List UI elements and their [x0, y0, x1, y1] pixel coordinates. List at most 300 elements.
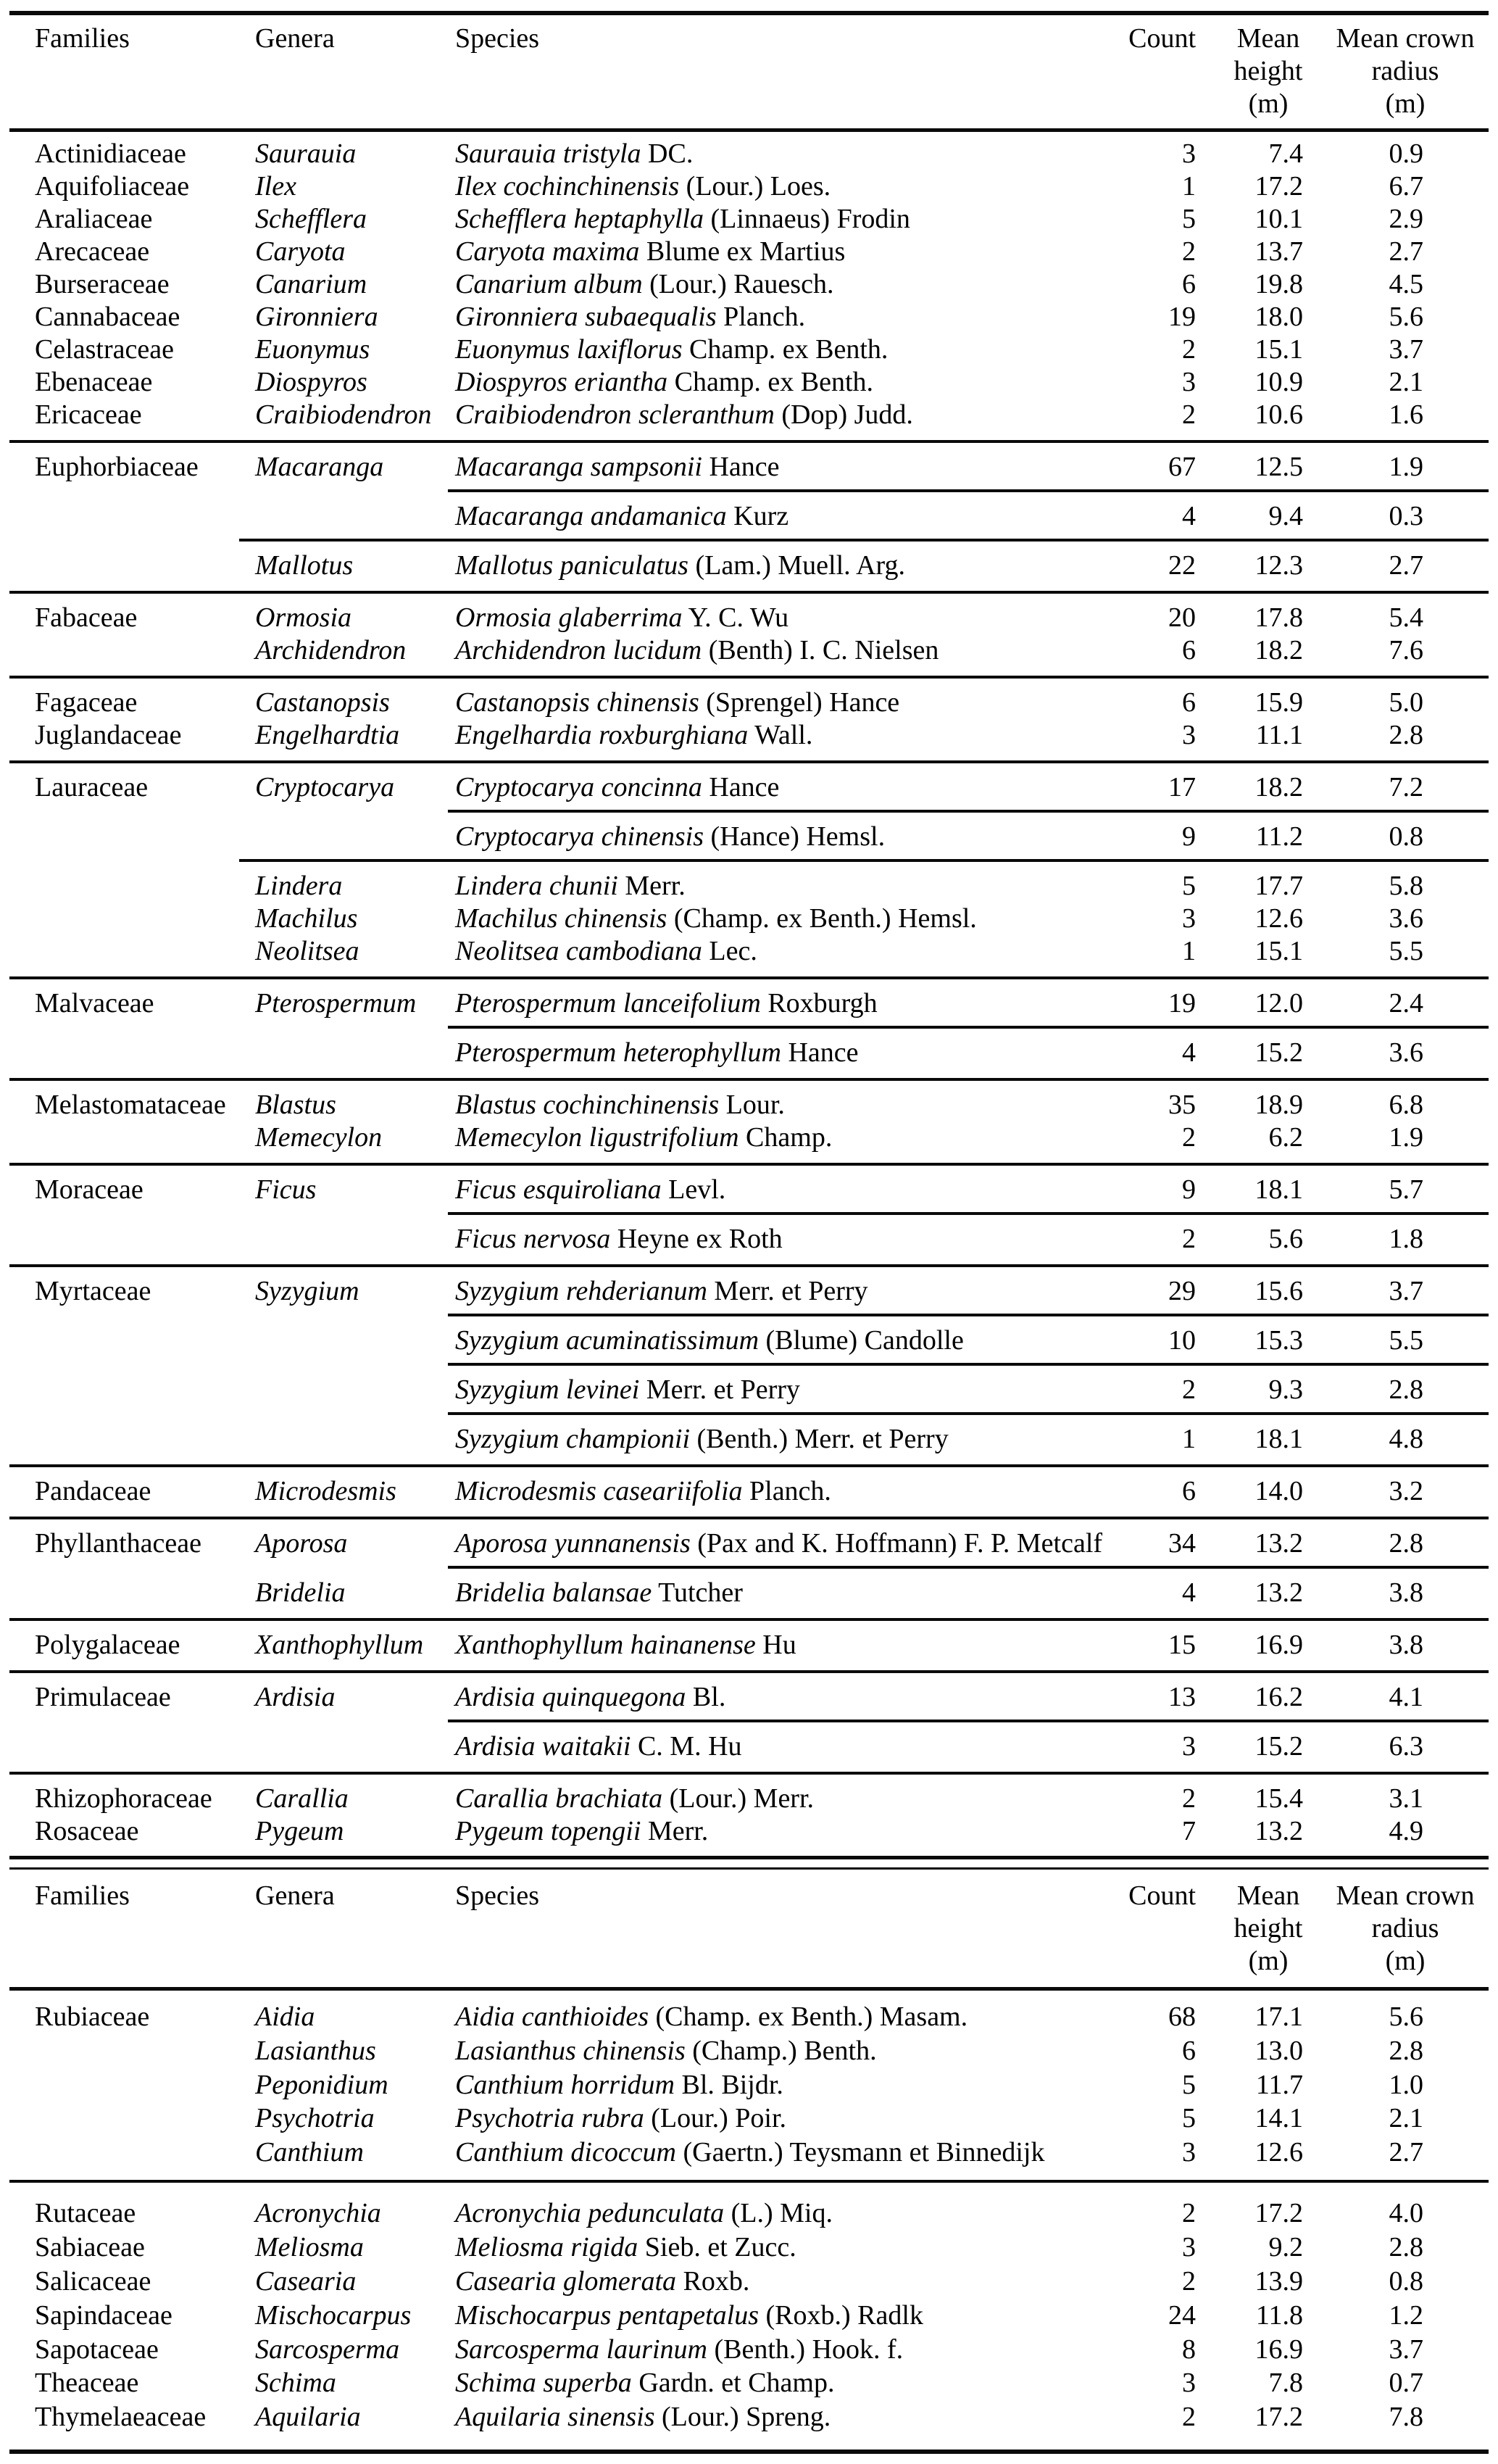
table-row: [9, 1681, 1489, 1714]
genus-cell: Diospyros: [255, 367, 367, 397]
header-mean-height-line2: height: [1233, 56, 1303, 86]
species-cell: [448, 170, 1102, 203]
genus-cell: Aquilaria: [255, 2402, 361, 2433]
family-cell: [9, 870, 239, 903]
mean-crown-cell: 1.8: [1389, 1224, 1423, 1254]
species-name: Canthium dicoccum: [455, 2137, 677, 2168]
table-row: [9, 236, 1489, 268]
table-row: [9, 2136, 1489, 2170]
species-authority: (Lam.) Muell. Arg.: [695, 550, 905, 581]
header-species: Species: [455, 1880, 540, 1911]
count-cell: 2: [1182, 2266, 1196, 2297]
family-cell: Ebenaceae: [35, 367, 153, 397]
species-authority: (Lour.) Poir.: [651, 2103, 787, 2134]
species-cell: [448, 1121, 1102, 1154]
table-row: [9, 686, 1489, 719]
count-cell: 2: [1182, 1783, 1196, 1814]
table-row: [9, 500, 1489, 533]
mean-crown-cell: 3.7: [1389, 1276, 1423, 1306]
count-cell: 6: [1182, 2035, 1196, 2066]
count-cell: 19: [1168, 988, 1196, 1019]
mean-height-cell: 16.2: [1254, 1682, 1303, 1712]
species-name: Schima superba: [455, 2368, 632, 2399]
species-name: Ficus esquiroliana: [455, 1174, 662, 1205]
species-cell: [448, 987, 1102, 1020]
table-1: [9, 22, 1489, 1848]
mean-crown-cell: 4.8: [1389, 1424, 1423, 1454]
table-row: [9, 2231, 1489, 2265]
genus-cell: Aidia: [255, 2002, 315, 2032]
species-cell: [448, 686, 1102, 719]
species-name: Acronychia pedunculata: [455, 2198, 725, 2229]
species-authority: Merr.: [625, 871, 686, 901]
mean-crown-cell: 4.5: [1389, 269, 1423, 299]
species-authority: Lec.: [709, 936, 757, 966]
group-separator-rule: [9, 676, 1489, 679]
genus-cell: [239, 1324, 448, 1357]
species-partial-rule: [448, 1720, 1489, 1722]
family-cell: Rosaceae: [35, 1816, 139, 1846]
species-cell: [448, 301, 1102, 333]
mean-height-cell: 12.0: [1254, 988, 1303, 1019]
mean-height-cell: 17.2: [1254, 171, 1303, 202]
count-cell: 35: [1168, 1090, 1196, 1120]
mean-height-cell: 13.0: [1254, 2035, 1303, 2066]
mean-height-cell: 15.2: [1254, 1731, 1303, 1762]
header-separator-rule: [9, 1987, 1489, 1991]
species-cell: [448, 2265, 1102, 2299]
family-cell: [9, 1374, 239, 1406]
mean-crown-cell: 2.9: [1389, 204, 1423, 234]
mean-crown-cell: 2.7: [1389, 236, 1423, 267]
species-authority: (Roxb.) Radlk: [765, 2299, 923, 2331]
species-authority: (Lour.) Rauesch.: [649, 269, 834, 299]
count-cell: 4: [1182, 501, 1196, 531]
family-cell: Myrtaceae: [35, 1276, 151, 1306]
table-row: [9, 1089, 1489, 1121]
species-authority: (Champ. ex Benth.) Hemsl.: [673, 903, 977, 934]
mean-crown-cell: 6.8: [1389, 1090, 1423, 1120]
table-2-header: [9, 1880, 1489, 1978]
mean-crown-cell: 3.7: [1389, 334, 1423, 365]
mean-height-cell: 17.1: [1254, 2002, 1303, 2032]
species-cell: [448, 2231, 1102, 2265]
species-partial-rule: [448, 489, 1489, 492]
header-separator-rule: [9, 128, 1489, 132]
genus-cell: Castanopsis: [255, 687, 390, 718]
genus-cell: Ormosia: [255, 602, 352, 633]
count-cell: 2: [1182, 1122, 1196, 1153]
mean-height-cell: 12.3: [1254, 550, 1303, 581]
species-partial-rule: [448, 1363, 1489, 1366]
species-name: Microdesmis caseariifolia: [455, 1476, 743, 1506]
family-cell: Melastomataceae: [35, 1090, 226, 1120]
family-cell: Rubiaceae: [35, 2002, 150, 2032]
genus-cell: [239, 1037, 448, 1069]
table-row: [9, 366, 1489, 399]
genus-cell: Ficus: [255, 1174, 317, 1205]
species-cell: [448, 1783, 1102, 1815]
species-cell: [448, 1374, 1102, 1406]
count-cell: 5: [1182, 871, 1196, 901]
species-name: Euonymus laxiflorus: [455, 334, 683, 365]
header-mean-crown: [1303, 22, 1489, 120]
header-mean-height: [1196, 22, 1303, 120]
mean-height-cell: 5.6: [1268, 1224, 1303, 1254]
mean-height-cell: 7.8: [1268, 2368, 1303, 2399]
header-mean-crown-unit: (m): [1385, 88, 1426, 119]
mean-height-cell: 9.4: [1268, 501, 1303, 531]
genus-cell: Bridelia: [255, 1577, 346, 1608]
mean-height-cell: 17.7: [1254, 871, 1303, 901]
genus-cell: Mallotus: [255, 550, 354, 581]
family-cell: Celastraceae: [35, 334, 174, 365]
header-mean-height: [1196, 1880, 1303, 1978]
species-name: Canthium horridum: [455, 2069, 675, 2100]
group-separator-rule: [9, 2180, 1489, 2183]
mean-crown-cell: 3.7: [1389, 2334, 1423, 2365]
species-authority: C. M. Hu: [637, 1731, 742, 1762]
species-cell: [448, 2197, 1102, 2231]
family-cell: Cannabaceae: [35, 302, 180, 332]
mean-height-cell: 11.1: [1255, 720, 1303, 750]
mean-crown-cell: 5.0: [1389, 687, 1423, 718]
species-name: Craibiodendron scleranthum: [455, 399, 775, 430]
genus-cell: Aporosa: [255, 1528, 348, 1559]
species-name: Mallotus paniculatus: [455, 550, 688, 581]
species-cell: [448, 2068, 1102, 2102]
genus-cell: Lindera: [255, 871, 343, 901]
mean-crown-cell: 2.7: [1389, 2137, 1423, 2168]
mean-height-cell: 13.2: [1254, 1816, 1303, 1846]
genus-cell: Meliosma: [255, 2232, 364, 2263]
family-cell: Primulaceae: [35, 1682, 171, 1712]
family-cell: Polygalaceae: [35, 1630, 180, 1660]
family-cell: Malvaceae: [35, 988, 154, 1019]
genus-cell: Acronychia: [255, 2198, 381, 2229]
table-row: [9, 1629, 1489, 1662]
family-cell: Pandaceae: [35, 1476, 151, 1506]
family-cell: [9, 500, 239, 533]
count-cell: 1: [1182, 171, 1196, 202]
species-name: Macaranga andamanica: [455, 501, 727, 531]
genus-cell: Gironniera: [255, 302, 378, 332]
table-row: [9, 1423, 1489, 1456]
species-authority: Y. C. Wu: [688, 602, 789, 633]
species-authority: (Benth.) Hook. f.: [714, 2334, 904, 2365]
count-cell: 9: [1182, 821, 1196, 852]
species-cell: [448, 1629, 1102, 1662]
species-name: Cryptocarya concinna: [455, 772, 702, 802]
table-row: [9, 1783, 1489, 1815]
genus-cell: Sarcosperma: [255, 2334, 400, 2365]
species-name: Ficus nervosa: [455, 1224, 611, 1254]
header-mean-height-line2: height: [1233, 1913, 1303, 1944]
species-cell: [448, 719, 1102, 752]
group-separator-rule: [9, 1517, 1489, 1520]
header-families: Families: [35, 1880, 130, 1911]
family-cell: Lauraceae: [35, 772, 149, 802]
species-authority: Lour.: [725, 1090, 785, 1120]
species-name: Syzygium levinei: [455, 1374, 640, 1405]
mean-height-cell: 10.6: [1254, 399, 1303, 430]
species-cell: [448, 1324, 1102, 1357]
species-authority: Bl.: [692, 1682, 726, 1712]
species-cell: [448, 1681, 1102, 1714]
species-authority: Sieb. et Zucc.: [644, 2232, 796, 2263]
species-partial-rule: [448, 810, 1489, 813]
species-cell: [448, 2136, 1102, 2170]
species-authority: Merr. et Perry: [646, 1374, 800, 1405]
species-cell: [448, 1089, 1102, 1121]
mean-crown-cell: 2.8: [1389, 1528, 1423, 1559]
genus-cell: Carallia: [255, 1783, 349, 1814]
species-authority: (Champ. ex Benth.) Masam.: [655, 2002, 968, 2032]
table-row: [9, 771, 1489, 804]
genus-cell: Engelhardtia: [255, 720, 400, 750]
species-authority: (Linnaeus) Frodin: [710, 204, 910, 234]
species-cell: [448, 1423, 1102, 1456]
species-cell: [448, 399, 1102, 431]
count-cell: 3: [1182, 138, 1196, 169]
table-row: [9, 719, 1489, 752]
genus-cell: Memecylon: [255, 1122, 383, 1153]
count-cell: 2: [1182, 334, 1196, 365]
header-families: Families: [35, 23, 130, 54]
mean-height-cell: 14.0: [1254, 1476, 1303, 1506]
genus-cell: Cryptocarya: [255, 772, 395, 802]
species-authority: Hance: [709, 772, 780, 802]
species-cell: [448, 602, 1102, 634]
mean-crown-cell: 1.6: [1389, 399, 1423, 430]
table-top-rule: [9, 11, 1489, 15]
species-name: Machilus chinensis: [455, 903, 667, 934]
species-authority: (Lour.) Merr.: [669, 1783, 815, 1814]
species-name: Gironniera subaequalis: [455, 302, 717, 332]
count-cell: 2: [1182, 399, 1196, 430]
mean-crown-cell: 0.8: [1389, 2266, 1423, 2297]
count-cell: 34: [1168, 1528, 1196, 1559]
table-row: [9, 903, 1489, 935]
table-row: [9, 1275, 1489, 1308]
table-row: [9, 2333, 1489, 2367]
mean-height-cell: 10.9: [1254, 367, 1303, 397]
mean-height-cell: 18.9: [1254, 1090, 1303, 1120]
species-authority: Kurz: [733, 501, 789, 531]
mean-height-cell: 18.2: [1254, 772, 1303, 802]
family-cell: Sapotaceae: [35, 2334, 159, 2365]
mean-crown-cell: 3.1: [1389, 1783, 1423, 1814]
species-authority: Roxburgh: [767, 988, 878, 1019]
mean-height-cell: 11.8: [1255, 2299, 1303, 2331]
count-cell: 10: [1168, 1325, 1196, 1356]
species-authority: Champ. ex Benth.: [688, 334, 889, 365]
mean-height-cell: 12.6: [1254, 2137, 1303, 2168]
family-cell: [9, 935, 239, 968]
species-cell: [448, 2400, 1102, 2434]
mean-crown-cell: 5.5: [1389, 936, 1423, 966]
table-row: [9, 870, 1489, 903]
genus-cell: Caryota: [255, 236, 346, 267]
family-cell: [9, 1730, 239, 1763]
genus-cell: [239, 821, 448, 853]
family-cell: Actinidiaceae: [35, 138, 186, 169]
family-cell: [9, 1121, 239, 1154]
family-cell: [9, 2102, 239, 2136]
species-authority: Planch.: [749, 1476, 831, 1506]
species-cell: [448, 2299, 1102, 2333]
species-name: Syzygium rehderianum: [455, 1276, 707, 1306]
table-row: [9, 2265, 1489, 2299]
genus-cell: [239, 1423, 448, 1456]
species-cell: [448, 451, 1102, 484]
table-1-bottom-rule: [9, 1856, 1489, 1859]
mean-height-cell: 11.2: [1255, 821, 1303, 852]
count-cell: 3: [1182, 2232, 1196, 2263]
genus-cell: Syzygium: [255, 1276, 359, 1306]
species-name: Syzygium championii: [455, 1424, 691, 1454]
species-partial-rule: [448, 1314, 1489, 1316]
table-row: [9, 399, 1489, 431]
family-cell: Arecaceae: [35, 236, 150, 267]
species-authority: (Benth.) Merr. et Perry: [696, 1424, 949, 1454]
mean-height-cell: 13.7: [1254, 236, 1303, 267]
family-cell: [9, 2068, 239, 2102]
species-name: Syzygium acuminatissimum: [455, 1325, 760, 1356]
species-cell: [448, 268, 1102, 301]
mean-crown-cell: 1.2: [1389, 2299, 1423, 2331]
species-cell: [448, 2102, 1102, 2136]
mean-height-cell: 13.2: [1254, 1577, 1303, 1608]
species-name: Memecylon ligustrifolium: [455, 1122, 739, 1153]
genus-cell: [239, 500, 448, 533]
mean-crown-cell: 3.2: [1389, 1476, 1423, 1506]
species-cell: [448, 2000, 1102, 2034]
mean-crown-cell: 2.8: [1389, 2232, 1423, 2263]
table-row: [9, 1037, 1489, 1069]
count-cell: 7: [1182, 1816, 1196, 1846]
genus-cell: Saurauia: [255, 138, 357, 169]
count-cell: 20: [1168, 602, 1196, 633]
family-cell: [9, 2136, 239, 2170]
species-cell: [448, 2333, 1102, 2367]
species-authority: Hu: [762, 1630, 796, 1660]
mean-height-cell: 9.2: [1268, 2232, 1303, 2263]
species-name: Cryptocarya chinensis: [455, 821, 704, 852]
species-cell: [448, 1037, 1102, 1069]
table-row: [9, 549, 1489, 582]
mean-height-cell: 18.1: [1254, 1174, 1303, 1205]
count-cell: 2: [1182, 1224, 1196, 1254]
species-cell: [448, 366, 1102, 399]
mean-height-cell: 18.1: [1254, 1424, 1303, 1454]
species-cell: [448, 2366, 1102, 2400]
genus-cell: Casearia: [255, 2266, 357, 2297]
mean-height-cell: 17.8: [1254, 602, 1303, 633]
table-row: [9, 2034, 1489, 2068]
species-cell: [448, 1174, 1102, 1206]
mean-height-cell: 16.9: [1254, 1630, 1303, 1660]
species-authority: (Benth) I. C. Nielsen: [708, 635, 939, 665]
mean-crown-cell: 6.3: [1389, 1731, 1423, 1762]
species-authority: Tutcher: [658, 1577, 743, 1608]
count-cell: 2: [1182, 2402, 1196, 2433]
species-name: Castanopsis chinensis: [455, 687, 699, 718]
genus-cell: Blastus: [255, 1090, 336, 1120]
count-cell: 2: [1182, 236, 1196, 267]
mean-height-cell: 15.2: [1254, 1037, 1303, 1068]
group-separator-rule: [9, 591, 1489, 594]
mean-crown-cell: 0.9: [1389, 138, 1423, 169]
count-cell: 29: [1168, 1276, 1196, 1306]
family-cell: Thymelaeaceae: [35, 2402, 207, 2433]
genus-cell: Ilex: [255, 171, 296, 202]
species-name: Ardisia waitakii: [455, 1731, 631, 1762]
species-authority: Hance: [788, 1037, 859, 1068]
header-mean-crown-line1: Mean crown: [1336, 1880, 1475, 1911]
mean-height-cell: 16.9: [1254, 2334, 1303, 2365]
mean-height-cell: 14.1: [1254, 2103, 1303, 2134]
family-cell: Fagaceae: [35, 687, 138, 718]
count-cell: 19: [1168, 302, 1196, 332]
table-row: [9, 1121, 1489, 1154]
species-cell: [448, 1275, 1102, 1308]
group-separator-rule: [9, 1264, 1489, 1268]
species-name: Saurauia tristyla: [455, 138, 641, 169]
genus-cell: [239, 1730, 448, 1763]
header-mean-crown-line1: Mean crown: [1336, 23, 1475, 54]
species-name: Carallia brachiata: [455, 1783, 663, 1814]
family-cell: [9, 2034, 239, 2068]
genus-cell: Canthium: [255, 2137, 364, 2168]
table-row: [9, 301, 1489, 333]
species-authority: Gardn. et Champ.: [638, 2368, 835, 2399]
family-cell: [9, 1577, 239, 1609]
group-separator-rule: [9, 1772, 1489, 1775]
genus-cell: Machilus: [255, 903, 358, 934]
family-cell: [9, 634, 239, 667]
mean-crown-cell: 4.1: [1389, 1682, 1423, 1712]
species-name: Caryota maxima: [455, 236, 640, 267]
header-mean-height-unit: (m): [1248, 88, 1289, 119]
species-name: Meliosma rigida: [455, 2232, 638, 2263]
family-cell: Sabiaceae: [35, 2232, 145, 2263]
species-authority: Heyne ex Roth: [617, 1224, 783, 1254]
mean-crown-cell: 0.7: [1389, 2368, 1423, 2399]
header-mean-crown-unit: (m): [1385, 1946, 1426, 1976]
table-row: [9, 1730, 1489, 1763]
count-cell: 9: [1182, 1174, 1196, 1205]
table-row: [9, 170, 1489, 203]
group-separator-rule: [9, 1163, 1489, 1166]
genus-partial-rule: [239, 539, 1489, 542]
species-partial-rule: [448, 1026, 1489, 1029]
species-authority: Merr.: [647, 1816, 709, 1846]
species-name: Ardisia quinquegona: [455, 1682, 686, 1712]
count-cell: 2: [1182, 2198, 1196, 2229]
species-cell: [448, 1475, 1102, 1508]
genus-cell: Euonymus: [255, 334, 370, 365]
mean-crown-cell: 4.9: [1389, 1816, 1423, 1846]
group-separator-rule: [9, 1464, 1489, 1468]
table-row: [9, 2400, 1489, 2434]
species-name: Aidia canthioides: [455, 2002, 649, 2032]
count-cell: 67: [1168, 452, 1196, 482]
species-partial-rule: [448, 1212, 1489, 1215]
table-row: [9, 634, 1489, 667]
mean-crown-cell: 1.9: [1389, 1122, 1423, 1153]
table-row: [9, 2299, 1489, 2333]
